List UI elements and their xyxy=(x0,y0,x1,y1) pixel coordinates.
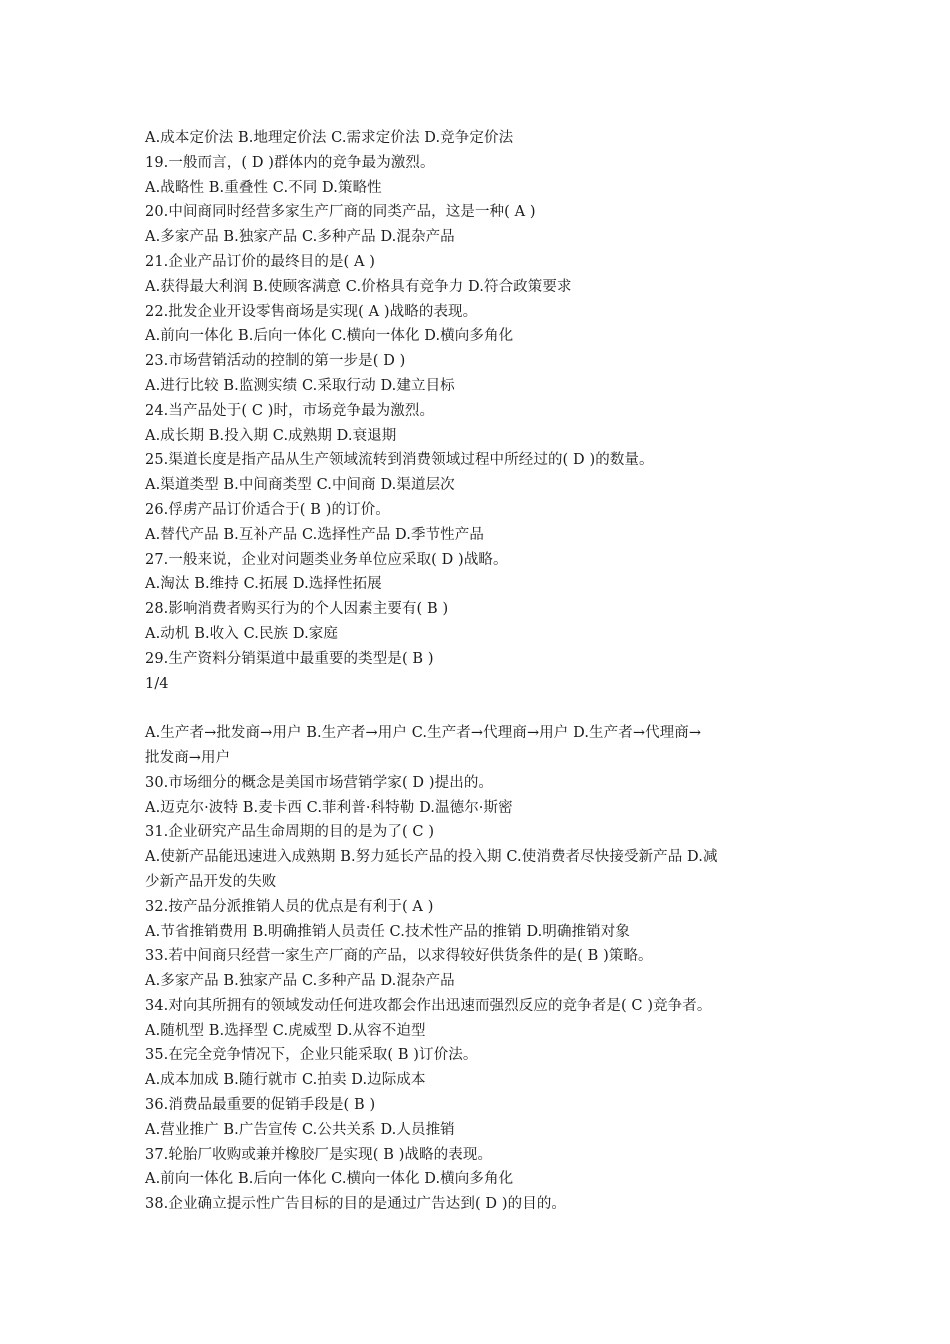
text-line: 20.中间商同时经营多家生产厂商的同类产品，这是一种( A ) xyxy=(145,204,536,221)
text-line: 22.批发企业开设零售商场是实现( A )战略的表现。 xyxy=(145,303,478,320)
text-line: A.迈克尔·波特 B.麦卡西 C.菲利普·科特勒 D.温德尔·斯密 xyxy=(145,799,513,816)
page-number: 1/4 xyxy=(145,675,169,692)
text-line: 35.在完全竞争情况下，企业只能采取( B )订价法。 xyxy=(145,1047,478,1064)
text-line: A.前向一体化 B.后向一体化 C.横向一体化 D.横向多角化 xyxy=(145,1171,514,1188)
text-line: A.替代产品 B.互补产品 C.选择性产品 D.季节性产品 xyxy=(145,526,484,543)
text-line: 38.企业确立提示性广告目标的目的是通过广告达到( D )的目的。 xyxy=(145,1196,567,1213)
document-page xyxy=(145,126,813,1217)
text-line: A.节省推销费用 B.明确推销人员责任 C.技术性产品的推销 D.明确推销对象 xyxy=(145,923,630,940)
text-line: A.战略性 B.重叠性 C.不同 D.策略性 xyxy=(145,179,382,196)
text-line: A.营业推广 B.广告宣传 C.公共关系 D.人员推销 xyxy=(145,1121,455,1138)
page-break-gap xyxy=(145,696,813,721)
question-block-after-page-break xyxy=(145,721,813,1217)
text-line: A.进行比较 B.监测实绩 C.采取行动 D.建立目标 xyxy=(145,377,455,394)
text-line: 29.生产资料分销渠道中最重要的类型是( B ) xyxy=(145,650,434,667)
text-line: 37.轮胎厂收购或兼并橡胶厂是实现( B )战略的表现。 xyxy=(145,1146,493,1163)
text-line: A.成本加成 B.随行就市 C.拍卖 D.边际成本 xyxy=(145,1072,426,1089)
question-block-before-page-break xyxy=(145,126,813,672)
text-line: 19.一般而言，( D )群体内的竞争最为激烈。 xyxy=(145,154,435,171)
text-line: 26.俘虏产品订价适合于( B )的订价。 xyxy=(145,501,390,518)
text-line: 24.当产品处于( C )时，市场竞争最为激烈。 xyxy=(145,402,435,419)
text-line: 23.市场营销活动的控制的第一步是( D ) xyxy=(145,353,406,370)
text-line: 27.一般来说，企业对问题类业务单位应采取( D )战略。 xyxy=(145,551,508,568)
text-line: 少新产品开发的失败 xyxy=(145,873,277,890)
text-line: A.使新产品能迅速进入成熟期 B.努力延长产品的投入期 C.使消费者尽快接受新产品 D.减 xyxy=(145,849,718,866)
text-line: A.成长期 B.投入期 C.成熟期 D.衰退期 xyxy=(145,427,397,444)
text-line: A.成本定价法 B.地理定价法 C.需求定价法 D.竞争定价法 xyxy=(145,130,514,146)
text-line: 28.影响消费者购买行为的个人因素主要有( B ) xyxy=(145,601,449,618)
text-line: A.随机型 B.选择型 C.虎威型 D.从容不迫型 xyxy=(145,1022,426,1039)
text-line: A.多家产品 B.独家产品 C.多种产品 D.混杂产品 xyxy=(145,229,455,246)
text-line: A.淘汰 B.维持 C.拓展 D.选择性拓展 xyxy=(145,576,382,593)
text-line: 批发商→用户 xyxy=(145,749,231,766)
text-line: 30.市场细分的概念是美国市场营销学家( D )提出的。 xyxy=(145,774,494,791)
text-line: 34.对向其所拥有的领域发动任何进攻都会作出迅速而强烈反应的竞争者是( C )竞争者。 xyxy=(145,997,712,1014)
text-line: 36.消费品最重要的促销手段是( B ) xyxy=(145,1097,376,1114)
text-line: A.多家产品 B.独家产品 C.多种产品 D.混杂产品 xyxy=(145,973,455,990)
text-line: A.获得最大利润 B.使顾客满意 C.价格具有竞争力 D.符合政策要求 xyxy=(145,278,572,295)
text-line: 31.企业研究产品生命周期的目的是为了( C ) xyxy=(145,824,435,841)
text-line: A.前向一体化 B.后向一体化 C.横向一体化 D.横向多角化 xyxy=(145,328,514,345)
text-line: 33.若中间商只经营一家生产厂商的产品，以求得较好供货条件的是( B )策略。 xyxy=(145,948,653,965)
text-line: 21.企业产品订价的最终目的是( A ) xyxy=(145,253,376,270)
text-line: 25.渠道长度是指产品从生产领域流转到消费领域过程中所经过的( D )的数量。 xyxy=(145,452,654,469)
text-line: A.动机 B.收入 C.民族 D.家庭 xyxy=(145,625,338,642)
text-line: A.渠道类型 B.中间商类型 C.中间商 D.渠道层次 xyxy=(145,477,455,494)
text-line: 32.按产品分派推销人员的优点是有利于( A ) xyxy=(145,898,434,915)
text-line: A.生产者→批发商→用户 B.生产者→用户 C.生产者→代理商→用户 D.生产者→代理商→ xyxy=(145,725,702,742)
